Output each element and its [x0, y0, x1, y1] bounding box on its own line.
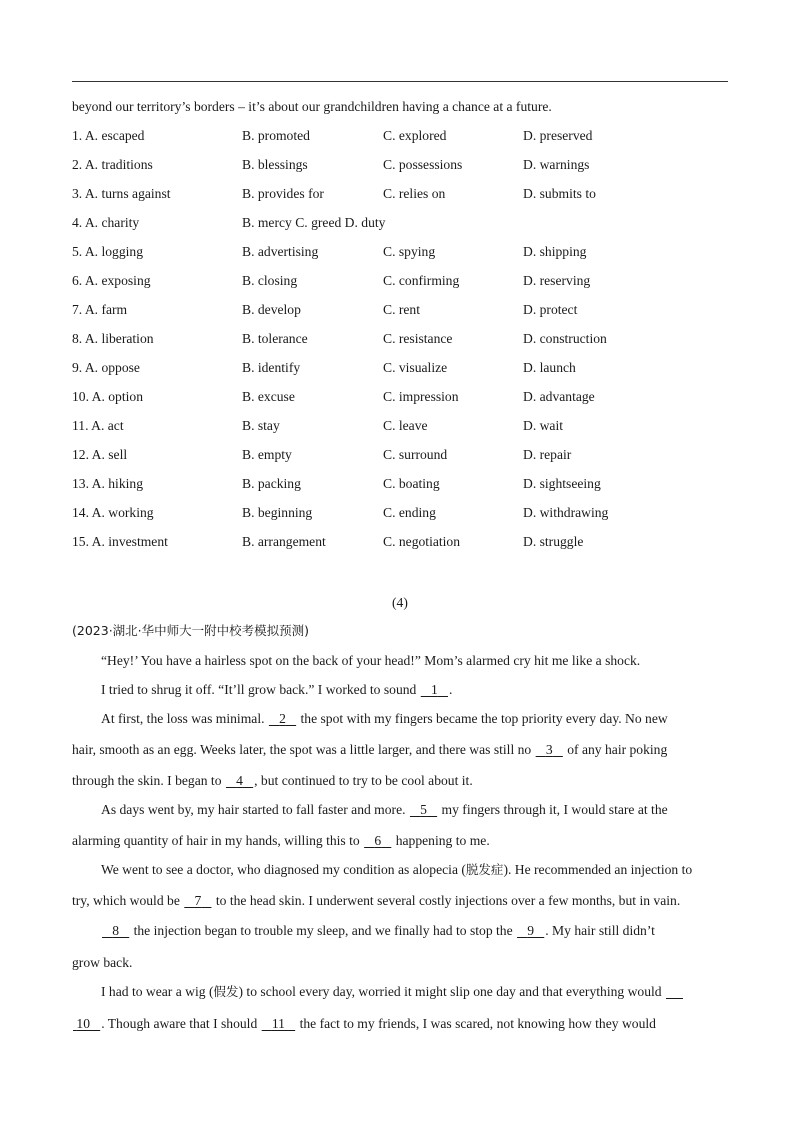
- option-c: C. surround: [383, 447, 448, 462]
- paragraph-6-line-1: [72, 924, 757, 938]
- paragraph-3-text-f: , but continued to try to be cool about it.: [254, 773, 473, 788]
- option-a: 6. A. exposing: [72, 273, 151, 288]
- option-c: C. leave: [383, 418, 428, 433]
- option-a: 10. A. option: [72, 389, 143, 404]
- paragraph-3-line-1: [72, 712, 757, 726]
- paragraph-5-text-d: to the head skin. I underwent several costly injections over a few months, but in vain.: [215, 893, 681, 908]
- option-b: B. beginning: [242, 505, 313, 520]
- option-b: B. empty: [242, 447, 292, 462]
- option-b: B. packing: [242, 476, 301, 491]
- option-b: B. tolerance: [242, 331, 308, 346]
- option-a: 2. A. traditions: [72, 157, 153, 172]
- option-a: 5. A. logging: [72, 244, 143, 259]
- section-number: (4): [392, 595, 408, 610]
- option-b: B. advertising: [242, 244, 319, 259]
- option-d: D. warnings: [523, 157, 590, 172]
- option-b: B. excuse: [242, 389, 295, 404]
- option-c: C. visualize: [383, 360, 448, 375]
- paragraph-6-text-c: grow back.: [72, 955, 133, 970]
- paragraph-7-text-b: ) to school every day, worried it might slip one day and that everything would: [238, 984, 662, 999]
- option-b: B. blessings: [242, 157, 308, 172]
- option-a: 9. A. oppose: [72, 360, 140, 375]
- blank-4: 4: [236, 773, 243, 788]
- blank-10: 10: [76, 1016, 90, 1031]
- option-a: 13. A. hiking: [72, 476, 143, 491]
- option-a: 14. A. working: [72, 505, 154, 520]
- paragraph-4-line-2: [72, 834, 728, 848]
- paragraph-5-text-b: ). He recommended an injection to: [503, 862, 693, 877]
- option-c: C. spying: [383, 244, 436, 259]
- option-b: B. mercy C. greed D. duty: [242, 215, 386, 230]
- source-label: (2023·湖北·华中师大一附中校考模拟预测): [72, 623, 310, 638]
- option-a: 4. A. charity: [72, 215, 140, 230]
- option-c: C. resistance: [383, 331, 453, 346]
- option-c: C. possessions: [383, 157, 463, 172]
- paragraph-4-text-c: alarming quantity of hair in my hands, willing this to: [72, 833, 360, 848]
- paragraph-3-text-c: hair, smooth as an egg. Weeks later, the spot was a little larger, and there was still no: [72, 742, 532, 757]
- paragraph-4-text-b: my fingers through it, I would stare at the: [441, 802, 668, 817]
- option-b: B. stay: [242, 418, 280, 433]
- paragraph-1: [72, 654, 757, 668]
- paragraph-3-line-2: [72, 743, 728, 757]
- option-a: 11. A. act: [72, 418, 124, 433]
- paragraph-7-text-a: I had to wear a wig (: [101, 984, 214, 999]
- blank-8: 8: [112, 923, 119, 938]
- paragraph-7-line-1: [72, 985, 757, 999]
- option-c: C. impression: [383, 389, 459, 404]
- option-b: B. develop: [242, 302, 301, 317]
- paragraph-1-text: “Hey!’ You have a hairless spot on the back of your head!” Mom’s alarmed cry hit me like a shock.: [101, 653, 641, 668]
- paragraph-5-text-a: We went to see a doctor, who diagnosed my condition as alopecia (: [101, 862, 466, 877]
- paragraph-6-text-a: the injection began to trouble my sleep, and we finally had to stop the: [133, 923, 513, 938]
- paragraph-3-text-e: through the skin. I began to: [72, 773, 222, 788]
- blank-9: 9: [527, 923, 535, 938]
- option-d: D. struggle: [523, 534, 584, 549]
- option-d: D. preserved: [523, 128, 593, 143]
- blank-10-start: [665, 984, 684, 999]
- option-c: C. rent: [383, 302, 420, 317]
- option-b: B. provides for: [242, 186, 324, 201]
- option-a: 3. A. turns against: [72, 186, 171, 201]
- option-c: C. confirming: [383, 273, 460, 288]
- header-rule: [72, 81, 728, 82]
- blank-3: 3: [545, 742, 553, 757]
- option-c: C. negotiation: [383, 534, 461, 549]
- option-c: C. boating: [383, 476, 440, 491]
- option-c: C. explored: [383, 128, 447, 143]
- option-a: 15. A. investment: [72, 534, 168, 549]
- option-a: 8. A. liberation: [72, 331, 154, 346]
- paragraph-2: [72, 683, 757, 697]
- option-d: D. construction: [523, 331, 607, 346]
- option-b: B. arrangement: [242, 534, 326, 549]
- paragraph-2-end: .: [448, 682, 453, 697]
- paragraph-4-line-1: [72, 803, 757, 817]
- blank-5: 5: [420, 802, 427, 817]
- option-d: D. reserving: [523, 273, 591, 288]
- option-d: D. wait: [523, 418, 564, 433]
- paragraph-3-text-a: At first, the loss was minimal.: [101, 711, 265, 726]
- paragraph-7-text-d: the fact to my friends, I was scared, not knowing how they would: [299, 1016, 656, 1031]
- paragraph-7-text-c: . Though aware that I should: [101, 1016, 258, 1031]
- option-a: 7. A. farm: [72, 302, 128, 317]
- option-d: D. advantage: [523, 389, 595, 404]
- intro-line: beyond our territory’s borders – it’s about our grandchildren having a chance at a future.: [72, 99, 552, 114]
- paragraph-7-cjk: 假发: [213, 984, 239, 999]
- blank-7: 7: [194, 893, 202, 908]
- paragraph-2-text: I tried to shrug it off. “It’ll grow back.” I worked to sound: [101, 682, 417, 697]
- paragraph-5-line-2: [72, 894, 728, 908]
- paragraph-3-line-3: [72, 774, 728, 788]
- paragraph-5-text-c: try, which would be: [72, 893, 180, 908]
- paragraph-5-line-1: [72, 863, 757, 877]
- paragraph-4-text-a: As days went by, my hair started to fall faster and more.: [101, 802, 406, 817]
- paragraph-6-line-2: [72, 956, 728, 970]
- option-c: C. ending: [383, 505, 436, 520]
- option-d: D. sightseeing: [523, 476, 601, 491]
- option-b: B. promoted: [242, 128, 310, 143]
- option-d: D. protect: [523, 302, 578, 317]
- option-b: B. closing: [242, 273, 298, 288]
- blank-11: 11: [271, 1016, 285, 1031]
- blank-1: 1: [430, 682, 438, 697]
- option-d: D. repair: [523, 447, 572, 462]
- paragraph-5-cjk: 脱发症: [465, 862, 504, 877]
- blank-6: 6: [374, 833, 382, 848]
- option-d: D. withdrawing: [523, 505, 609, 520]
- blank-2: 2: [279, 711, 286, 726]
- paragraph-7-line-2: [72, 1017, 728, 1031]
- paragraph-4-text-d: happening to me.: [395, 833, 490, 848]
- paragraph-6-text-b: . My hair still didn’t: [545, 923, 655, 938]
- paragraph-3-text-b: the spot with my fingers became the top priority every day. No new: [300, 711, 668, 726]
- option-a: 12. A. sell: [72, 447, 128, 462]
- option-d: D. submits to: [523, 186, 596, 201]
- option-a: 1. A. escaped: [72, 128, 145, 143]
- option-c: C. relies on: [383, 186, 446, 201]
- option-b: B. identify: [242, 360, 301, 375]
- option-d: D. shipping: [523, 244, 587, 259]
- paragraph-3-text-d: of any hair poking: [567, 742, 668, 757]
- option-d: D. launch: [523, 360, 576, 375]
